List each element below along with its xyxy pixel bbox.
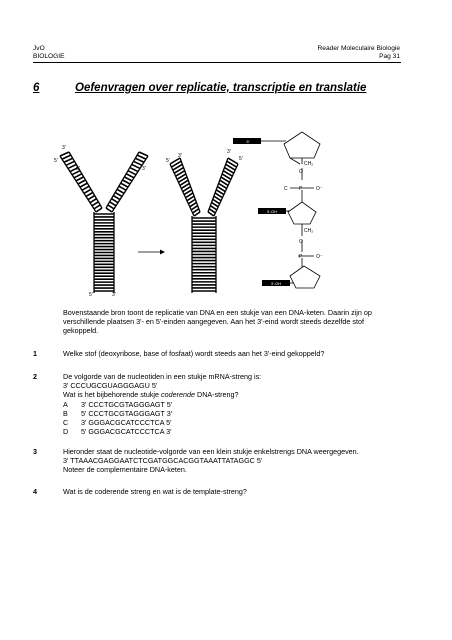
base-pair-rung — [110, 202, 116, 206]
answer-option-b: B 5' CCCTGCGTAGGGAGT 3' — [63, 408, 173, 418]
question-1-number: 1 — [33, 349, 37, 358]
base-pair-rung — [88, 196, 95, 200]
question-4-number: 4 — [33, 487, 37, 496]
base-pair-rung — [191, 206, 197, 210]
base-pair-rung — [106, 208, 112, 212]
base-pair-rung — [194, 212, 200, 216]
base-pair-rung — [94, 205, 100, 209]
question-3-body — [63, 447, 403, 475]
base-pair-rung — [126, 174, 134, 178]
base-pair-rung — [108, 205, 114, 209]
base-pair-rung — [135, 158, 144, 162]
question-4-text: Wat is de coderende streng en wat is de template-streng? — [63, 487, 247, 496]
chem-label: O — [299, 239, 303, 245]
base-pair-rung — [74, 174, 82, 178]
base-pair-rung — [208, 212, 214, 216]
header-rule — [33, 62, 401, 63]
header-left — [33, 45, 65, 61]
base-pair-rung — [123, 180, 131, 184]
fork-label: 3' — [142, 166, 146, 172]
header-subject: BIOLOGIE — [33, 53, 65, 60]
chem-label: C — [284, 186, 288, 192]
svg-text:3'-OH: 3'-OH — [270, 281, 282, 286]
chem-label: CH₂ — [304, 161, 314, 167]
base-pair-rung — [128, 171, 136, 175]
base-pair-rung — [62, 155, 71, 159]
fork-label: 5' — [239, 156, 243, 162]
base-pair-rung — [193, 209, 199, 213]
question-2-line: De volgorde van de nucleotiden in een stukje mRNA-streng is: — [63, 372, 262, 381]
answer-option-a: A 3' CCCTGCGTAGGGAGT 5' — [63, 399, 173, 409]
fork-right-base-pairs — [170, 158, 238, 291]
base-pair-rung — [96, 208, 102, 212]
base-pair-rung — [130, 168, 138, 172]
base-pair-rung — [121, 183, 128, 187]
base-pair-rung — [113, 196, 120, 200]
answer-option-d: D 5' GGGACGCATCCCTCA 3' — [63, 427, 172, 437]
chem-label: P — [299, 186, 303, 192]
answer-option-c: C 3' GGGACGCATCCCTCA 5' — [63, 418, 172, 428]
base-pair-rung — [209, 209, 215, 213]
chem-label: CH₂ — [304, 228, 314, 234]
fork-label: 3' — [112, 292, 116, 298]
question-2-number: 2 — [33, 372, 37, 381]
question-2-body — [63, 372, 403, 436]
fork-label: 3' — [178, 153, 182, 159]
chem-label: P — [299, 254, 303, 260]
intro-paragraph — [63, 308, 393, 336]
base-pair-rung — [137, 155, 146, 159]
base-pair-rung — [210, 206, 216, 210]
header-page-number: Pag 31 — [379, 53, 400, 60]
base-pair-rung — [84, 189, 91, 193]
header-reader-title: Reader Moleculaire Biologie — [317, 45, 400, 52]
header-author: JvO — [33, 45, 45, 52]
base-pair-rung — [134, 161, 143, 165]
base-pair-rung — [60, 152, 69, 156]
base-pair-rung — [115, 192, 122, 196]
chem-label: O⁻ — [316, 254, 323, 260]
question-3-line: Hieronder staat de nucleotide-volgorde van een klein stukje enkelstrengs DNA weergegeven. — [63, 447, 359, 456]
intro-line: Bovenstaande bron toont de replicatie van DNA en een stukje van een DNA-keten. Daarin zijn op — [63, 308, 372, 317]
base-pair-rung — [119, 186, 126, 190]
base-pair-rung — [139, 152, 148, 156]
question-1-text: Welke stof (deoxyribose, base of fosfaat) wordt steeds aan het 3'-eind gekoppeld? — [63, 349, 325, 358]
section-number: 6 — [33, 82, 40, 94]
replication-figure — [52, 128, 362, 298]
fork-left-base-pairs — [60, 152, 148, 291]
fork-label: 3' — [227, 149, 231, 155]
fork-label: 5' — [166, 158, 170, 164]
fork-label: 5' — [76, 166, 80, 172]
base-pair-rung — [66, 161, 75, 165]
fork-label: 5' — [89, 292, 93, 298]
base-pair-rung — [64, 158, 73, 162]
base-pair-rung — [112, 199, 119, 203]
base-pair-rung — [76, 177, 84, 181]
base-tag-bottom — [262, 280, 294, 286]
chem-label: O⁻ — [316, 186, 323, 192]
base-pair-rung — [78, 180, 86, 184]
fork-label: 5' — [54, 158, 58, 164]
base-tag-top — [233, 138, 286, 144]
chem-label: O — [299, 169, 303, 175]
section-title: Oefenvragen over replicatie, transcriptie en translatie — [75, 82, 367, 94]
question-2-question: Wat is het bijbehorende stukje coderende DNA-streng? — [63, 390, 239, 400]
base-pair-rung — [117, 189, 124, 193]
intro-line: verschillende plaatsen 3'- en 5'-einden aangegeven. Aan het 3'-eind wordt steeds dezelfde stof — [63, 317, 365, 327]
base-pair-rung — [90, 199, 97, 203]
base-pair-rung — [82, 186, 89, 190]
question-3-number: 3 — [33, 447, 37, 456]
header-right — [318, 45, 400, 61]
intro-line: gekoppeld. — [63, 326, 99, 336]
dna-chain-fragment — [284, 132, 320, 288]
question-3-sequence: 3' TTAAACGAGGAATCTCGATGGCACGGTAAATTATAGGC 5' — [63, 456, 263, 466]
base-pair-rung — [86, 192, 93, 196]
svg-text:5': 5' — [246, 139, 250, 144]
arrow-icon — [138, 250, 165, 255]
fork-label: 3' — [62, 145, 66, 151]
base-pair-rung — [132, 164, 140, 168]
svg-text:3'-OH: 3'-OH — [266, 209, 278, 214]
base-pair-rung — [124, 177, 132, 181]
base-pair-rung — [80, 183, 87, 187]
question-3-instruction: Noteer de complementaire DNA-keten. — [63, 465, 187, 475]
question-2-sequence: 3' CCCUGCGUAGGGAGU 5' — [63, 381, 158, 391]
base-tag-middle — [258, 208, 290, 214]
base-pair-rung — [92, 202, 98, 206]
